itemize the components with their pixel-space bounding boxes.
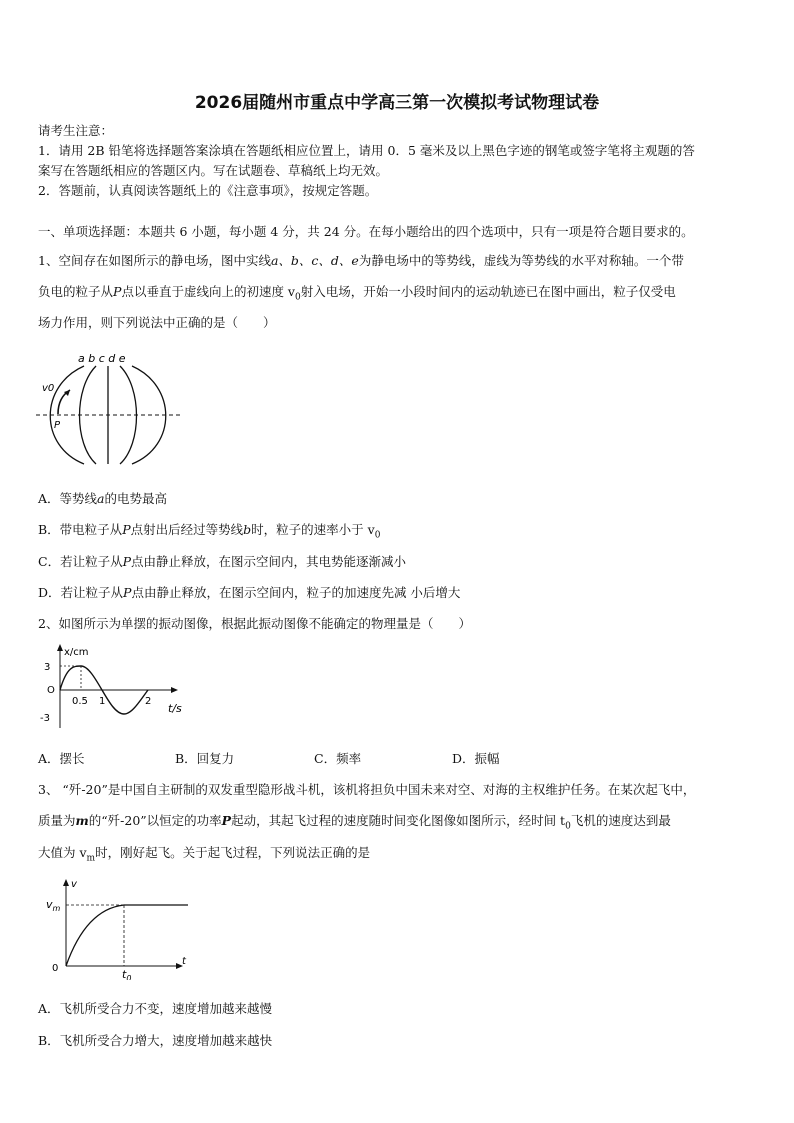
q2-option-d: D．振幅 xyxy=(452,751,500,766)
notice-item-1-line-2: 案写在答题纸相应的答题区内。写在试题卷、草稿纸上均无效。 xyxy=(38,163,389,178)
q1-line-1: 1、空间存在如图所示的静电场，图中实线a、b、c、d、e为静电场中的等势线，虚线为等势线的水平对称轴。一个带 xyxy=(38,253,684,268)
q2-xtick-1: 1 xyxy=(99,696,106,707)
page-title: 2026届随州市重点中学高三第一次模拟考试物理试卷 xyxy=(194,93,600,113)
q1-option-c: C．若让粒子从P点由静止释放，在图示空间内，其电势能逐渐减小 xyxy=(38,554,407,569)
q1-option-d: D．若让粒子从P点由静止释放，在图示空间内，粒子的加速度先减 小后增大 xyxy=(38,585,461,600)
q2-x-arrow xyxy=(171,687,178,693)
q3-line-3: 大值为 $v_m$时，刚好起飞。关于起飞过程，下列说法正确的是 xyxy=(38,845,371,864)
q3-velocity-curve xyxy=(66,905,124,966)
q3-origin-label: 0 xyxy=(52,963,59,974)
q3-x-label: t xyxy=(182,956,186,967)
q2-ytick-3: 3 xyxy=(44,662,51,673)
q2-y-label: x/cm xyxy=(64,647,89,658)
q1-option-a: A．等势线a的电势最高 xyxy=(38,491,167,506)
q2-y-arrow xyxy=(57,644,63,651)
q3-line-1: 3、 “歼-20”是中国自主研制的双发重型隐形战斗机，该机将担负中国未来对空、对海的主权维护任务。在某次起飞中， xyxy=(38,782,696,797)
notice-item-2: 2．答题前，认真阅读答题纸上的《注意事项》，按规定答题。 xyxy=(38,183,378,198)
q1-equipotential-labels: a b c d e xyxy=(78,352,126,365)
q3-option-b: B．飞机所受合力增大，速度增加越来越快 xyxy=(38,1033,273,1048)
q1-field-diagram xyxy=(34,348,184,468)
q1-line-2: 负电的粒子从P点以垂直于虚线向上的初速度 $v_0$射入电场，开始一小段时间内的运动轨迹已在图中画出，粒子仅受电 xyxy=(38,284,676,303)
q3-t0-label: $t_0$ xyxy=(122,968,132,980)
q3-option-a: A．飞机所受合力不变，速度增加越来越慢 xyxy=(38,1001,273,1016)
q2-xtick-2: 2 xyxy=(145,696,152,707)
q2-vibration-graph xyxy=(36,642,192,732)
q3-velocity-graph xyxy=(38,872,198,980)
q2-xtick-0-5: 0.5 xyxy=(72,696,88,707)
q2-option-b: B．回复力 xyxy=(175,751,235,766)
q3-y-arrow xyxy=(63,879,69,886)
q2-option-c: C．频率 xyxy=(314,751,362,766)
notice-item-1-line-1: 1．请用 2B 铅笔将选择题答案涂填在答题纸相应位置上，请用 0．5 毫米及以上黑色字迹的钢笔或签字笔将主观题的答 xyxy=(38,143,695,158)
q3-vm-label: $v_m$ xyxy=(46,898,61,913)
q3-y-label: v xyxy=(71,879,77,890)
q2-x-label: t/s xyxy=(168,702,182,715)
v0-label: v0 xyxy=(42,383,55,394)
q1-line-3: 场力作用，则下列说法中正确的是（ ） xyxy=(38,315,276,330)
section-1-heading: 一、单项选择题：本题共 6 小题，每小题 4 分，共 24 分。在每小题给出的四个选项中，只有一项是符合题目要求的。 xyxy=(38,224,694,239)
p-label: P xyxy=(54,420,61,431)
q3-line-2: 质量为m的“歼-20”以恒定的功率P起动，其起飞过程的速度随时间变化图像如图所示，经时间 $t_0$飞机的速度达到最 xyxy=(38,813,671,832)
q2-ytick-minus-3: -3 xyxy=(40,713,50,724)
q2-option-a: A．摆长 xyxy=(38,751,85,766)
notice-heading: 请考生注意： xyxy=(38,123,114,138)
q1-option-b: B．带电粒子从P点射出后经过等势线b时，粒子的速率小于 $v_0$ xyxy=(38,522,381,541)
q2-ytick-o: O xyxy=(47,685,55,696)
q2-stem: 2、如图所示为单摆的振动图像，根据此振动图像不能确定的物理量是（ ） xyxy=(38,616,471,631)
